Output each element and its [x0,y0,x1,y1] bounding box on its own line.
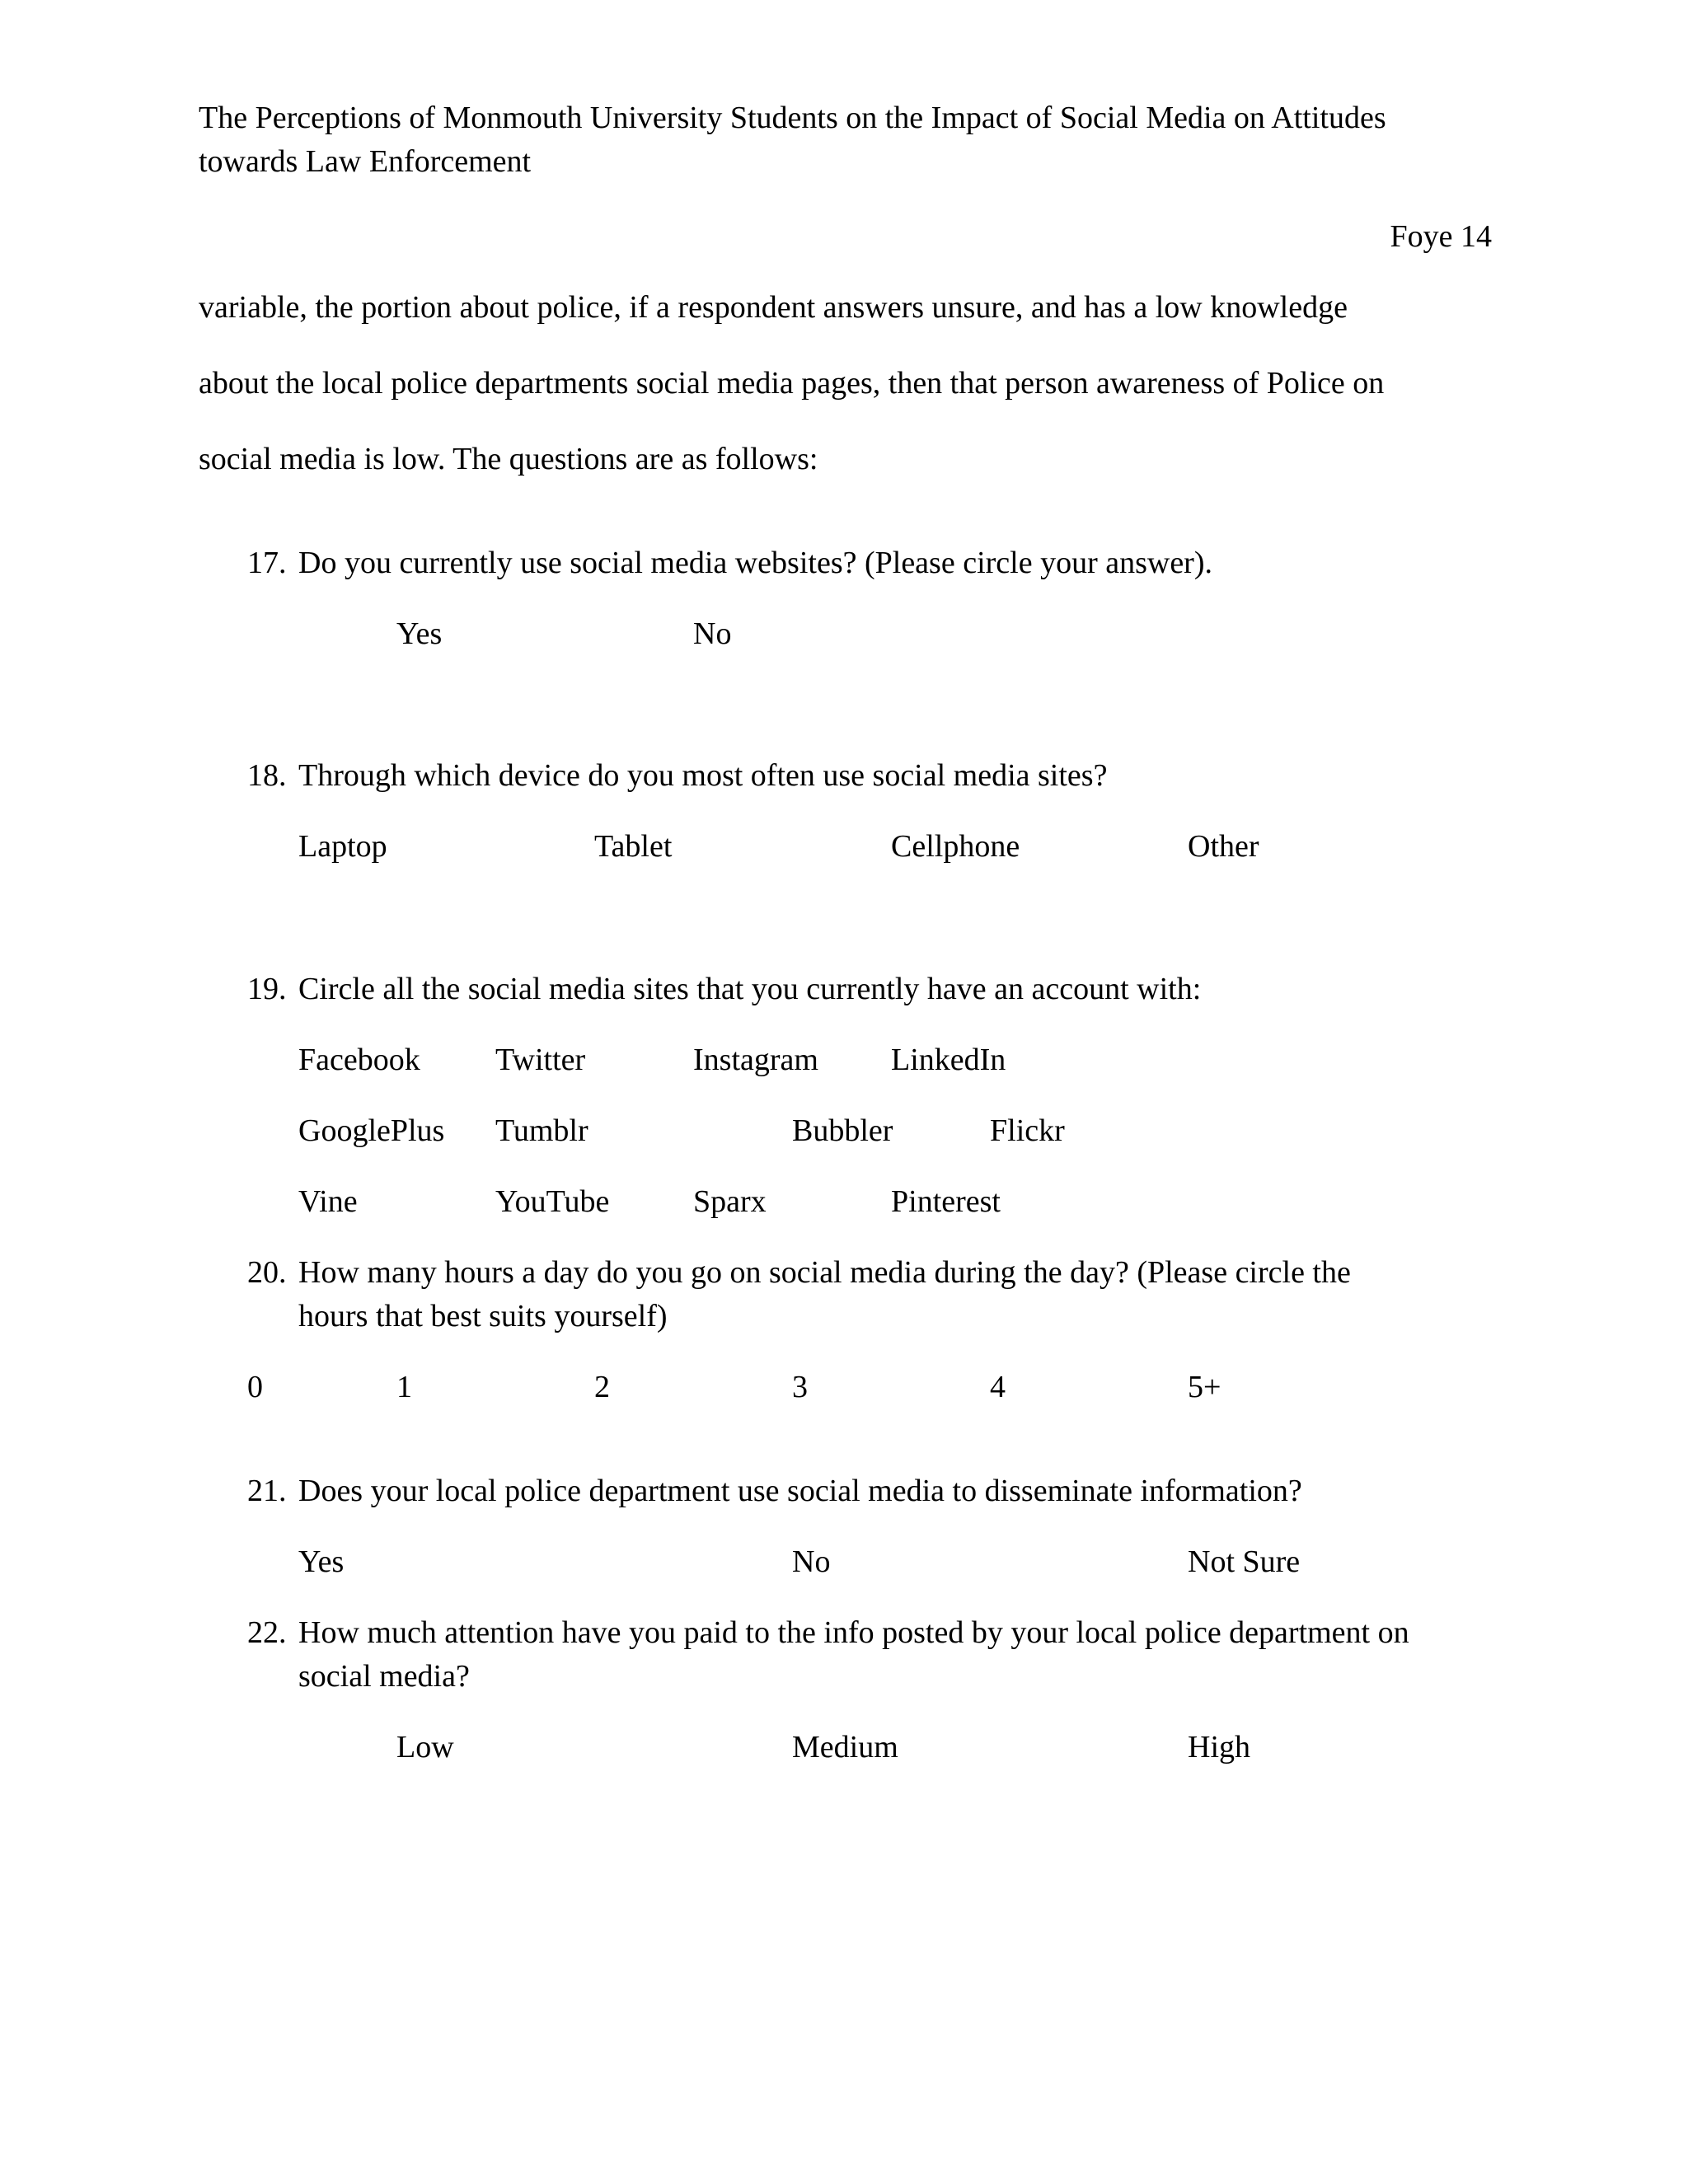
question-22-text-line-2: social media? [298,1659,470,1694]
question-22-text-line-1: How much attention have you paid to the info posted by your local police department on [298,1615,1409,1650]
question-21-text: Does your local police department use social media to disseminate information? [298,1474,1302,1508]
question-19-option: Pinterest [891,1184,1001,1219]
question-20-number: 20. [247,1255,287,1290]
question-19-option: GooglePlus [298,1113,445,1148]
question-20-option: 1 [396,1370,412,1404]
question-17-number: 17. [247,546,287,580]
question-19-option: Bubbler [792,1113,893,1148]
question-20-option: 0 [247,1370,263,1404]
question-19-option: Instagram [693,1043,818,1077]
question-19-number: 19. [247,972,287,1006]
question-18-number: 18. [247,758,287,793]
question-21-number: 21. [247,1474,287,1508]
running-title-line-2: towards Law Enforcement [199,144,532,179]
question-19-option: Tumblr [495,1113,588,1148]
question-22-option: Medium [792,1730,898,1765]
question-19-option: Facebook [298,1043,420,1077]
question-22-number: 22. [247,1615,287,1650]
question-18-option: Cellphone [891,829,1020,864]
question-18-option: Tablet [594,829,673,864]
question-21-option: Not Sure [1188,1544,1301,1579]
question-19-option: Vine [298,1184,358,1219]
question-17-option: No [693,616,732,651]
page-number: Foye 14 [1390,219,1492,254]
running-title-line-1: The Perceptions of Monmouth University Students on the Impact of Social Media on Attitudes [199,101,1386,135]
question-20-option: 2 [594,1370,610,1404]
question-20-option: 3 [792,1370,808,1404]
question-19-option: Flickr [990,1113,1065,1148]
intro-line-2: about the local police departments social media pages, then that person awareness of Police on [199,366,1385,401]
question-22-option: Low [396,1730,454,1765]
intro-line-3: social media is low. The questions are as follows: [199,442,818,476]
question-19-option: LinkedIn [891,1043,1006,1077]
intro-line-1: variable, the portion about police, if a respondent answers unsure, and has a low knowledge [199,290,1348,325]
question-20-text-line-1: How many hours a day do you go on social media during the day? (Please circle the [298,1255,1351,1290]
question-18-text: Through which device do you most often use social media sites? [298,758,1108,793]
question-19-option: Sparx [693,1184,767,1219]
question-17-option: Yes [396,616,443,651]
question-18-option: Other [1188,829,1259,864]
question-22-option: High [1188,1730,1250,1765]
question-20-text-line-2: hours that best suits yourself) [298,1299,668,1333]
question-18-option: Laptop [298,829,387,864]
question-19-option: YouTube [495,1184,610,1219]
question-20-option: 4 [990,1370,1006,1404]
question-19-text: Circle all the social media sites that you currently have an account with: [298,972,1202,1006]
question-17-text: Do you currently use social media websites? (Please circle your answer). [298,546,1212,580]
question-20-option: 5+ [1188,1370,1221,1404]
question-19-option: Twitter [495,1043,586,1077]
question-21-option: Yes [298,1544,345,1579]
question-21-option: No [792,1544,831,1579]
